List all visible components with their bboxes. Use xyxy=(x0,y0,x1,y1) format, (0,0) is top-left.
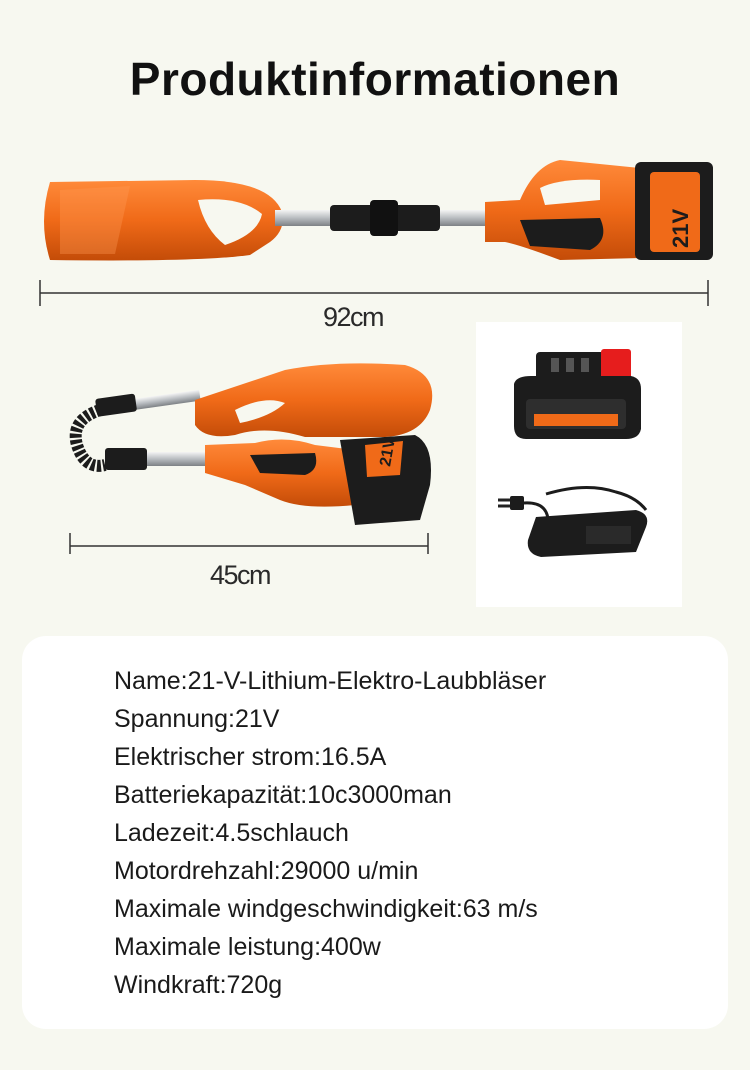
spec-battery-capacity: Batteriekapazität:10c3000man xyxy=(114,781,452,809)
blower-extended-image xyxy=(0,150,750,320)
battery-voltage-label: 21V xyxy=(668,208,693,248)
spec-motor-speed: Motordrehzahl:29000 u/min xyxy=(114,857,419,885)
spec-charging-time: Ladezeit:4.5schlauch xyxy=(114,819,349,847)
page-title: Produktinformationen xyxy=(129,53,621,105)
spec-name: Name:21-V-Lithium-Elektro-Laubbläser xyxy=(114,667,547,695)
battery-voltage-label-folded: 21V xyxy=(377,436,399,468)
charger-icon xyxy=(486,482,676,572)
accessories-panel xyxy=(476,322,682,607)
spec-list xyxy=(114,662,546,1004)
spec-wind-force: Windkraft:720g xyxy=(114,971,283,999)
dimension-label-extended: 92cm xyxy=(323,302,384,332)
dimension-label-folded: 45cm xyxy=(210,560,271,590)
battery-pack-icon xyxy=(506,344,646,444)
spec-voltage: Spannung:21V xyxy=(114,705,280,733)
specification-card xyxy=(22,636,728,1029)
spec-max-power: Maximale leistung:400w xyxy=(114,933,381,961)
blower-folded-image xyxy=(55,355,445,555)
spec-max-wind-speed: Maximale windgeschwindigkeit:63 m/s xyxy=(114,895,538,923)
spec-current: Elektrischer strom:16.5A xyxy=(114,743,387,771)
